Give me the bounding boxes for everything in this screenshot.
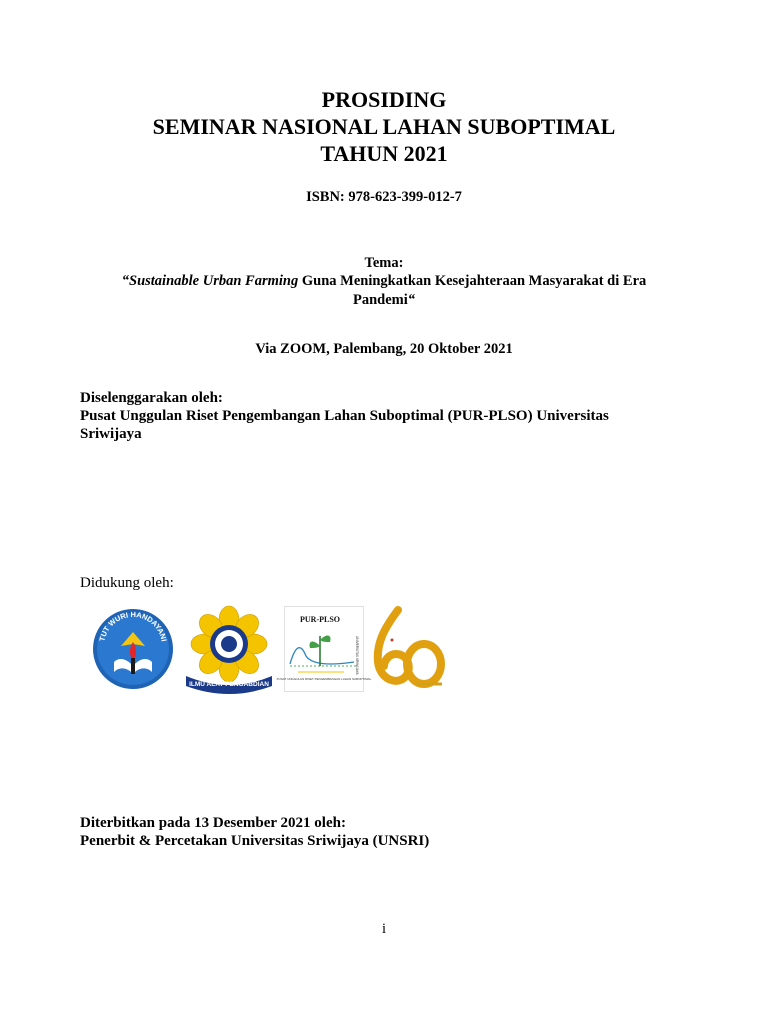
sponsor-logos xyxy=(90,606,450,692)
theme-italic: Sustainable Urban Farming xyxy=(129,273,299,289)
organizer-label: Diselenggarakan oleh: xyxy=(80,390,223,406)
theme-label: Tema: xyxy=(364,255,404,271)
venue: Via ZOOM, Palembang, 20 Oktober 2021 xyxy=(255,341,513,357)
theme-text-2: Pandemi xyxy=(352,292,408,308)
pur-plso-side-text: UNIVERSITAS SRIWIJAYA xyxy=(355,636,359,675)
theme-line-1 xyxy=(0,272,768,291)
organizer-line-2: Sriwijaya xyxy=(80,426,142,442)
title-line-1: PROSIDING xyxy=(321,87,447,112)
theme-quote-open: “ xyxy=(121,273,129,289)
pur-plso-text: PUR-PLSO xyxy=(300,615,340,624)
page-number: i xyxy=(381,921,387,937)
unsri-text: ILMU ALAT PENGABDIAN xyxy=(189,681,269,688)
support-label: Didukung oleh: xyxy=(80,575,174,591)
anniversary-logo xyxy=(368,606,448,692)
pur-plso-logo xyxy=(276,606,372,692)
title-line-3: TAHUN 2021 xyxy=(320,141,448,166)
theme-line-2 xyxy=(0,291,768,310)
publisher-line-1: Diterbitkan pada 13 Desember 2021 oleh: xyxy=(80,815,346,831)
theme-text-1: Guna Meningkatkan Kesejahteraan Masyarakat di Era xyxy=(298,273,647,289)
theme-quote-close: “ xyxy=(407,292,416,308)
organizer-line-1: Pusat Unggulan Riset Pengembangan Lahan Suboptimal (PUR-PLSO) Universitas xyxy=(80,408,609,424)
kemdikbud-logo xyxy=(90,606,176,692)
isbn: ISBN: 978-623-399-012-7 xyxy=(306,189,462,205)
publisher-line-2: Penerbit & Percetakan Universitas Sriwijaya (UNSRI) xyxy=(80,833,430,849)
tutwuri-text: TUT WURI HANDAYANI xyxy=(97,609,169,643)
unsri-logo xyxy=(180,606,278,692)
title-line-2: SEMINAR NASIONAL LAHAN SUBOPTIMAL xyxy=(152,114,616,139)
pur-plso-bottom-text: PUSAT UNGGULAN RISET PENGEMBANGAN LAHAN SUBOPTIMAL xyxy=(276,677,372,681)
